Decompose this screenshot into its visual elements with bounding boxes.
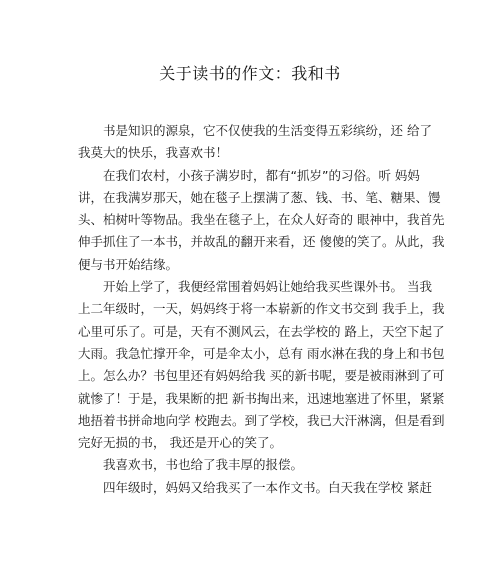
text-line: 心里可乐了。可是，天有不测风云，在去学校的 路上，天空下起了 [78,323,445,339]
page-title: 关于读书的作文：我和书 [159,64,341,83]
text-line: 上。怎么办？书包里还有妈妈给我 买的新书呢，要是被雨淋到了可 [78,368,445,384]
text-line: 大雨。我急忙撑开伞，可是伞太小，总有 雨水淋在我的身上和书包 [78,345,445,361]
text-line: 开始上学了，我便经常围着妈妈让她给我买些课外书。 当我 [103,279,432,295]
text-line: 伸手抓住了一本书，并故乱的翻开来看，还 傻傻的笑了。从此，我 [78,234,445,250]
text-line: 上二年级时，一天，妈妈终于将一本崭新的作文书交到 我手上，我 [78,301,445,317]
text-line: 书是知识的源泉，它不仅使我的生活变得五彩缤纷，还 给了 [103,123,432,138]
text-line: 在我们农村，小孩子满岁时，都有“抓岁”的习俗。听 妈妈 [103,167,420,183]
text-line: 地捂着书拼命地向学 校跑去。到了学校，我已大汗淋漓，但是看到 [78,412,445,428]
document-body [78,120,445,499]
text-line: 完好无损的书， 我还是开心的笑了。 [78,435,282,451]
text-line: 讲，在我满岁那天，她在毯子上摆满了葱、钱、书、笔、糖果、馒 [78,189,441,205]
text-line: 四年级时，妈妈又给我买了一本作文书。白天我在学校 紧赶 [103,479,432,495]
text-line: 便与书开始结缘。 [78,256,179,272]
text-line: 我喜欢书，书也给了我丰厚的报偿。 [103,457,304,473]
text-line: 就惨了！于是，我果断的把 新书掏出来，迅速地塞进了怀里，紧紧 [78,390,445,406]
text-line: 头、柏树叶等物品。我坐在毯子上，在众人好奇的 眼神中，我首先 [78,212,445,228]
text-line: 我莫大的快乐，我喜欢书！ [78,145,229,161]
